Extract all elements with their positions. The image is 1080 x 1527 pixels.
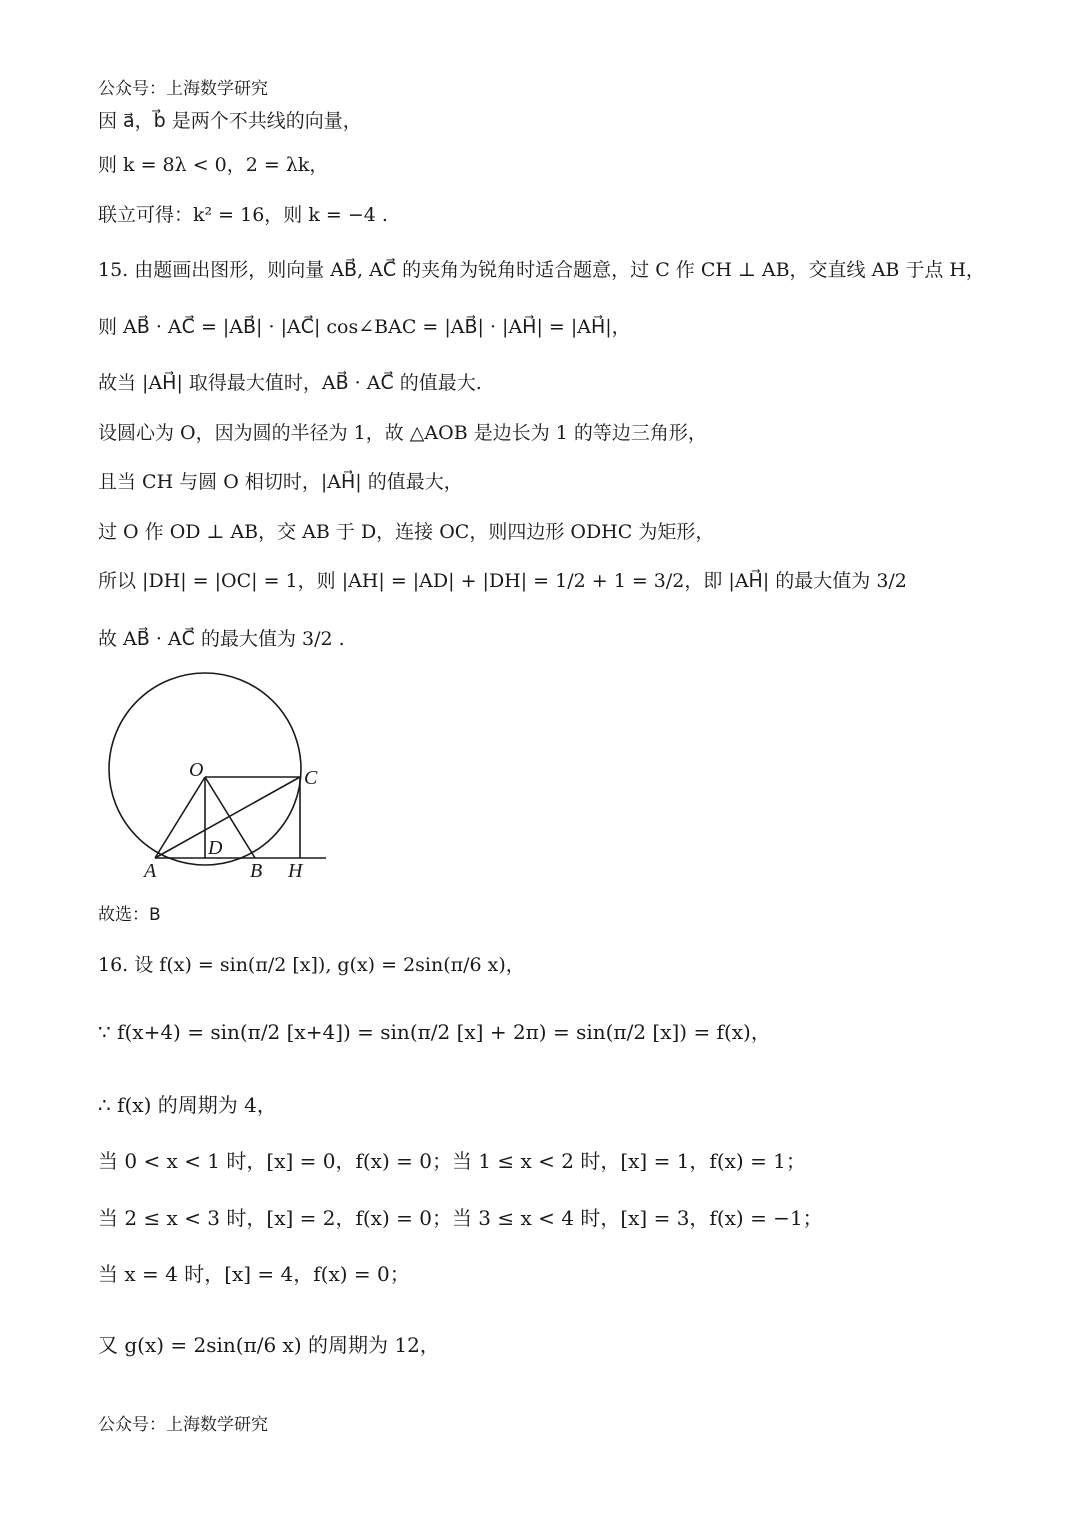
text-line-11: 故 AB⃗ · AC⃗ 的最大值为 3/2 . xyxy=(98,628,345,650)
text-line-8: 且当 CH 与圆 O 相切时，|AH⃗| 的值最大， xyxy=(98,471,463,493)
answer-line: 故选：B xyxy=(98,905,161,925)
text-line-17: 当 2 ≤ x < 3 时，[x] = 2，f(x) = 0；当 3 ≤ x < 4 时，[x] = 3，f(x) = −1； xyxy=(98,1206,823,1230)
footer-watermark: 公众号：上海数学研究 xyxy=(98,1415,268,1435)
text-line-16: 当 0 < x < 1 时，[x] = 0，f(x) = 0；当 1 ≤ x < 2 时，[x] = 1，f(x) = 1； xyxy=(98,1149,806,1173)
segment-oa xyxy=(155,777,205,858)
text-line-6: 故当 |AH⃗| 取得最大值时，AB⃗ · AC⃗ 的值最大. xyxy=(98,372,482,394)
label-c: C xyxy=(304,767,318,789)
label-a: A xyxy=(144,860,157,882)
text-line-10: 所以 |DH| = |OC| = 1，则 |AH| = |AD| + |DH| = 1/2 + 1 = 3/2，即 |AH⃗| 的最大值为 3/2 xyxy=(98,570,907,592)
text-line-19: 又 g(x) = 2sin(π/6 x) 的周期为 12， xyxy=(98,1333,440,1357)
text-line-7: 设圆心为 O，因为圆的半径为 1，故 △AOB 是边长为 1 的等边三角形， xyxy=(98,422,707,444)
segment-ac xyxy=(155,777,300,858)
label-h: H xyxy=(288,860,303,882)
label-d: D xyxy=(208,837,223,859)
text-line-1: 因 a⃗，b⃗ 是两个不共线的向量， xyxy=(98,110,362,132)
text-line-9: 过 O 作 OD ⊥ AB，交 AB 于 D，连接 OC，则四边形 ODHC 为矩形， xyxy=(98,521,715,543)
label-o: O xyxy=(189,759,204,781)
label-b: B xyxy=(250,860,263,882)
text-line-15: ∴ f(x) 的周期为 4， xyxy=(98,1093,277,1117)
text-line-4: 15. 由题画出图形，则向量 AB⃗, AC⃗ 的夹角为锐角时适合题意，过 C 作 CH ⊥ AB，交直线 AB 于点 H， xyxy=(98,259,985,281)
text-line-14: ∵ f(x+4) = sin(π/2 [x+4]) = sin(π/2 [x] + 2π) = sin(π/2 [x]) = f(x)， xyxy=(98,1020,771,1044)
text-line-2: 则 k = 8λ < 0，2 = λk， xyxy=(98,154,329,176)
text-line-5: 则 AB⃗ · AC⃗ = |AB⃗| · |AC⃗| cos∠BAC = |AB⃗| · |AH⃗| = |AH⃗|， xyxy=(98,316,631,338)
header-watermark: 公众号：上海数学研究 xyxy=(98,79,268,99)
text-line-3: 联立可得：k² = 16，则 k = −4 . xyxy=(98,204,388,226)
text-line-13: 16. 设 f(x) = sin(π/2 [x]), g(x) = 2sin(π/6 x)， xyxy=(98,954,525,976)
circle-geometry-figure xyxy=(100,672,340,887)
text-line-18: 当 x = 4 时，[x] = 4，f(x) = 0； xyxy=(98,1262,410,1286)
